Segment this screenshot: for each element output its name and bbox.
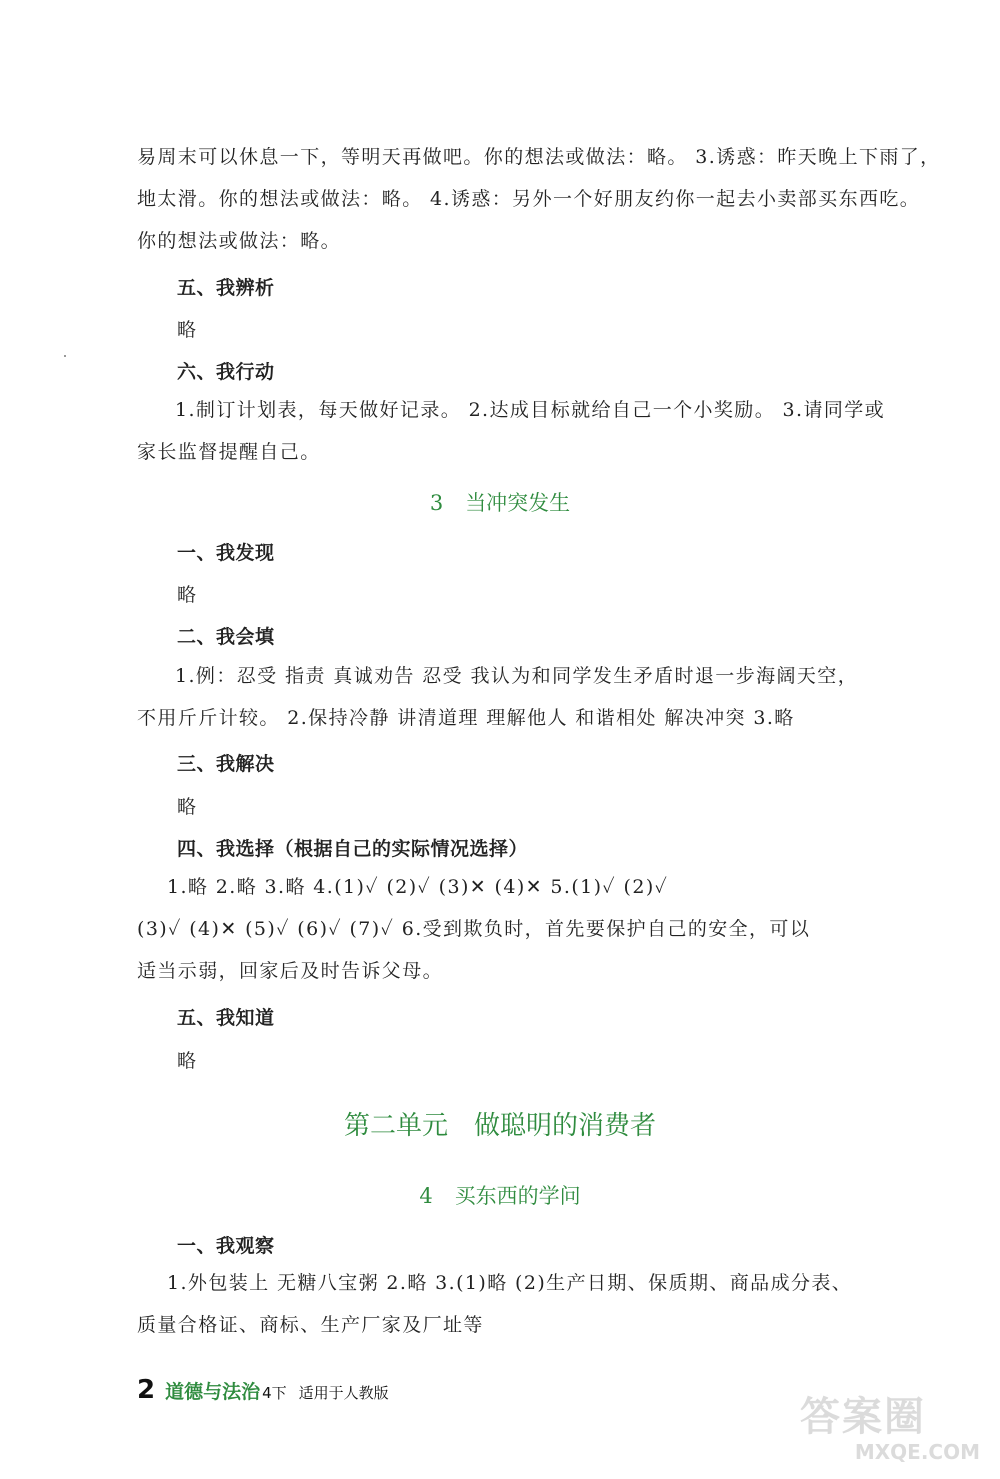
page-number: 2 xyxy=(137,1375,156,1405)
section-heading-know: 五、我知道 xyxy=(177,1007,275,1029)
page-footer xyxy=(137,1373,389,1403)
text-line: 1.制订计划表，每天做好记录。 2.达成目标就给自己一个小奖励。 3.请同学或 xyxy=(175,399,886,421)
text-line: (3)✓ (4)✕ (5)✓ (6)✓ (7)✓ 6.受到欺负时，首先要保护自己的安全，可以 xyxy=(137,918,811,940)
text-line: 质量合格证、商标、生产厂家及厂址等 xyxy=(137,1314,484,1336)
unit-name: 做聪明的消费者 xyxy=(474,1111,657,1141)
answer-text: 略 xyxy=(177,584,197,606)
section-heading-analyze: 五、我辨析 xyxy=(177,277,275,299)
text-line: 地太滑。你的想法或做法：略。 4.诱惑：另外一个好朋友约你一起去小卖部买东西吃。 xyxy=(137,188,921,210)
text-line: 家长监督提醒自己。 xyxy=(137,441,321,463)
paragraph-observe xyxy=(137,1262,912,1346)
unit-prefix: 第二单元 xyxy=(343,1111,448,1141)
book-title: 道德与法治 xyxy=(165,1381,261,1403)
text-line: 易周末可以休息一下，等明天再做吧。你的想法或做法：略。 3.诱惑：昨天晚上下雨了， xyxy=(137,146,941,168)
section-heading-choose: 四、我选择（根据自己的实际情况选择） xyxy=(177,838,529,860)
paragraph-fill xyxy=(137,655,912,739)
paragraph-choose xyxy=(137,866,912,992)
text-line: 你的想法或做法：略。 xyxy=(137,230,342,252)
text-line: 1.略 2.略 3.略 4.(1)✓ (2)✓ (3)✕ (4)✕ 5.(1)✓ (2)✓ xyxy=(167,876,669,898)
answer-text: 略 xyxy=(177,1050,197,1072)
text-line: 适当示弱，回家后及时告诉父母。 xyxy=(137,960,444,982)
unit-title xyxy=(0,1105,1000,1142)
edition-label: 适用于人教版 xyxy=(298,1384,389,1402)
scan-speck xyxy=(64,355,66,357)
lesson-name: 当冲突发生 xyxy=(465,491,571,515)
grade-label: 4下 xyxy=(262,1384,287,1402)
section-heading-solve: 三、我解决 xyxy=(177,753,275,775)
answer-text: 略 xyxy=(177,796,197,818)
watermark-logo xyxy=(800,1395,980,1470)
lesson-number: 4 xyxy=(419,1184,433,1208)
text-line: 不用斤斤计较。 2.保持冷静 讲清道理 理解他人 和谐相处 解决冲突 3.略 xyxy=(137,707,795,729)
paragraph-temptation xyxy=(137,136,941,262)
section-heading-act: 六、我行动 xyxy=(177,361,275,383)
text-line: 1.例：忍受 指责 真诚劝告 忍受 我认为和同学发生矛盾时退一步海阔天空， xyxy=(175,665,859,687)
paragraph-act xyxy=(137,389,912,473)
answer-text: 略 xyxy=(177,319,197,341)
section-heading-observe: 一、我观察 xyxy=(177,1235,275,1257)
lesson-title-3 xyxy=(0,487,1000,517)
lesson-number: 3 xyxy=(429,491,444,515)
section-heading-discover: 一、我发现 xyxy=(177,542,275,564)
section-heading-fill: 二、我会填 xyxy=(177,626,275,648)
watermark-text: 答案圈 xyxy=(800,1394,926,1440)
lesson-title-4 xyxy=(0,1180,1000,1210)
lesson-name: 买东西的学问 xyxy=(454,1184,581,1208)
text-line: 1.外包装上 无糖八宝粥 2.略 3.(1)略 (2)生产日期、保质期、商品成分表、 xyxy=(167,1272,853,1294)
watermark-url: MXQE.COM xyxy=(854,1440,980,1464)
